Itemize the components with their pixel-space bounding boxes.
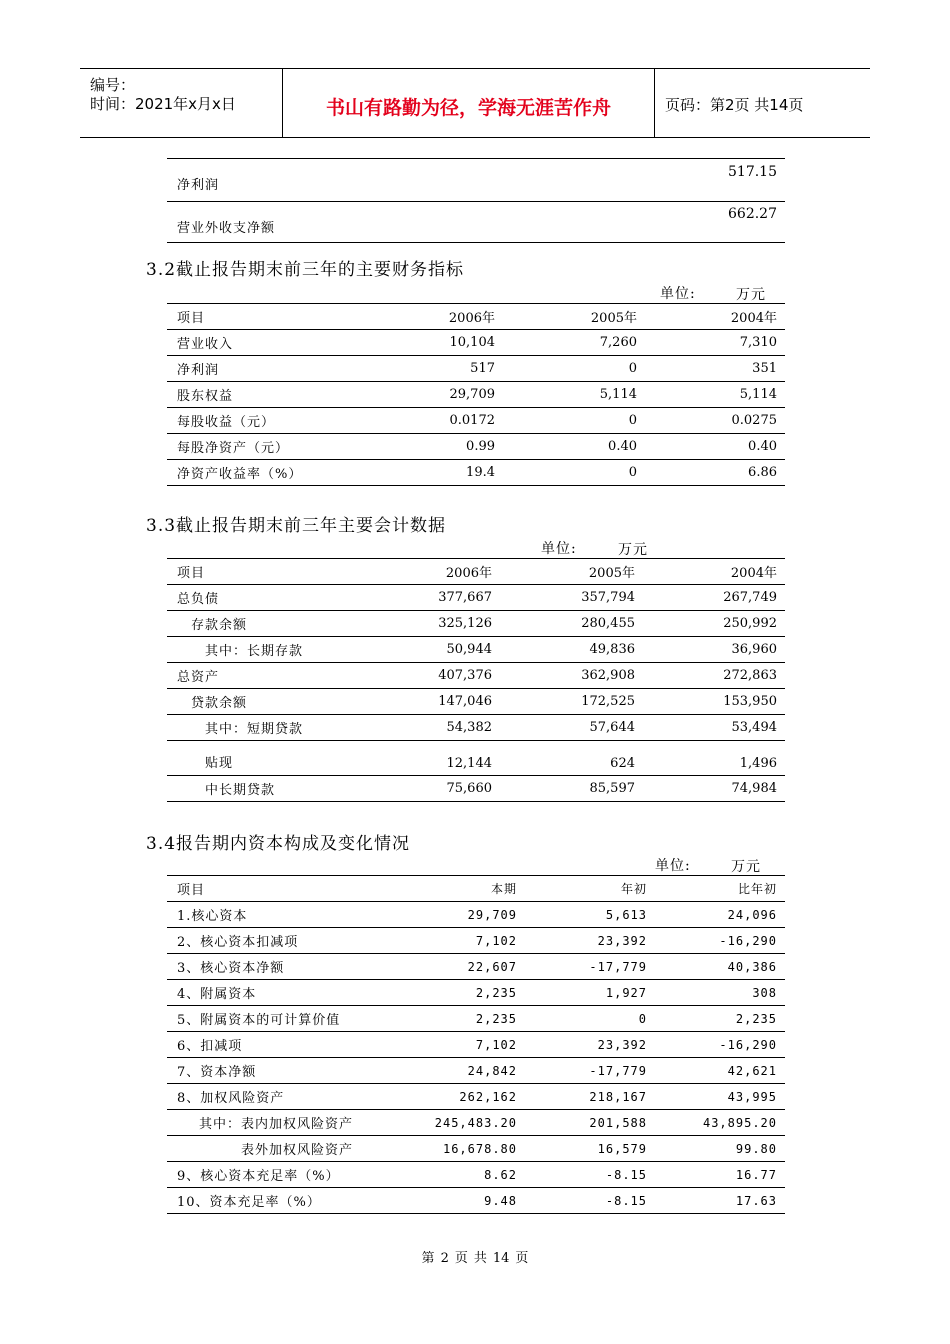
section-32-title: 3.2截止报告期末前三年的主要财务指标	[146, 260, 465, 280]
motto: 书山有路勤为径，学海无涯苦作舟	[325, 97, 611, 119]
section-33-unit-value: 万元	[618, 542, 648, 558]
table-row	[167, 776, 785, 802]
table-row	[167, 434, 785, 460]
row-label: 7、资本净额	[167, 1058, 377, 1084]
page-header	[80, 68, 870, 138]
row-value-1: 262,162	[377, 1084, 525, 1110]
table-row	[167, 330, 785, 356]
row-value-1: 517	[357, 356, 503, 382]
row-value-1: 8.62	[377, 1162, 525, 1188]
row-value-1: 7,102	[377, 928, 525, 954]
row-label: 每股收益（元）	[167, 408, 357, 434]
table-header-row	[167, 304, 785, 330]
section-33-unit-label: 单位:	[541, 541, 577, 557]
page-footer	[0, 1247, 950, 1266]
row-value-3: -16,290	[655, 928, 785, 954]
row-value-3: 42,621	[655, 1058, 785, 1084]
table-row	[167, 1136, 785, 1162]
date-label: 时间：2021年x月x日	[90, 95, 236, 113]
row-value-2: -17,779	[525, 954, 655, 980]
column-header-3: 2004年	[643, 559, 785, 585]
table-row	[167, 689, 785, 715]
table-row	[167, 356, 785, 382]
table-33	[167, 558, 785, 802]
row-value-1: 29,709	[377, 902, 525, 928]
column-header-1: 本期	[377, 876, 525, 902]
row-label: 4、附属资本	[167, 980, 377, 1006]
row-label: 净利润	[167, 356, 357, 382]
row-label: 营业收入	[167, 330, 357, 356]
row-label: 其中：表内加权风险资产	[167, 1110, 377, 1136]
row-value-2: 57,644	[500, 715, 643, 741]
section-32-unit-value: 万元	[736, 287, 766, 303]
column-header-3: 比年初	[655, 876, 785, 902]
column-header-2: 年初	[525, 876, 655, 902]
table-row	[167, 585, 785, 611]
row-label: 净资产收益率（%）	[167, 460, 357, 486]
row-value-1: 147,046	[357, 689, 500, 715]
row-value-3: 250,992	[643, 611, 785, 637]
header-page-cell	[655, 69, 870, 137]
row-value-1: 2,235	[377, 1006, 525, 1032]
row-value-1: 75,660	[357, 776, 500, 802]
row-value-1: 50,944	[357, 637, 500, 663]
row-value-1: 24,842	[377, 1058, 525, 1084]
table-row	[167, 902, 785, 928]
table-row	[167, 611, 785, 637]
table-row	[167, 382, 785, 408]
column-header-2: 2005年	[503, 304, 645, 330]
row-label: 贷款余额	[167, 689, 357, 715]
row-value-2: -8.15	[525, 1162, 655, 1188]
table-row	[167, 1084, 785, 1110]
column-header-1: 2006年	[357, 304, 503, 330]
row-label: 6、扣减项	[167, 1032, 377, 1058]
section-34-unit-label: 单位:	[655, 858, 691, 874]
table-row	[167, 980, 785, 1006]
row-label: 10、资本充足率（%）	[167, 1188, 377, 1214]
row-label: 8、加权风险资产	[167, 1084, 377, 1110]
table-row	[167, 741, 785, 776]
row-label: 1.核心资本	[167, 902, 377, 928]
row-value-1: 16,678.80	[377, 1136, 525, 1162]
row-value-2: 362,908	[500, 663, 643, 689]
table-row	[167, 408, 785, 434]
table-34	[167, 875, 785, 1214]
row-value-2: 23,392	[525, 928, 655, 954]
row-label: 净利润	[167, 159, 607, 202]
row-value-3: 53,494	[643, 715, 785, 741]
row-value-2: 0	[525, 1006, 655, 1032]
table-row	[167, 663, 785, 689]
row-value-3: 153,950	[643, 689, 785, 715]
row-value-3: 43,895.20	[655, 1110, 785, 1136]
table-row	[167, 1110, 785, 1136]
row-label: 5、附属资本的可计算价值	[167, 1006, 377, 1032]
row-value-1: 245,483.20	[377, 1110, 525, 1136]
row-value-2: 357,794	[500, 585, 643, 611]
row-value-2: 5,613	[525, 902, 655, 928]
row-value-2: 201,588	[525, 1110, 655, 1136]
footer-word: 共	[473, 1251, 487, 1266]
table-row	[167, 159, 785, 202]
row-value-2: -8.15	[525, 1188, 655, 1214]
row-value-1: 2,235	[377, 980, 525, 1006]
row-value-3: 40,386	[655, 954, 785, 980]
page-label: 页码：第2页 共14页	[665, 96, 804, 114]
row-value-2: 280,455	[500, 611, 643, 637]
row-value-3: 0.0275	[645, 408, 785, 434]
row-value-2: 624	[500, 741, 643, 776]
column-header-2: 2005年	[500, 559, 643, 585]
row-value-3: 6.86	[645, 460, 785, 486]
section-34-title: 3.4报告期内资本构成及变化情况	[146, 834, 411, 854]
row-value-2: 0	[503, 408, 645, 434]
row-value-2: 7,260	[503, 330, 645, 356]
row-value-3: 74,984	[643, 776, 785, 802]
row-value-3: 2,235	[655, 1006, 785, 1032]
footer-page-number: 2	[440, 1251, 449, 1266]
row-value: 517.15	[607, 159, 785, 202]
column-header-item: 项目	[167, 304, 357, 330]
row-label: 股东权益	[167, 382, 357, 408]
row-value-3: 308	[655, 980, 785, 1006]
table-row	[167, 1032, 785, 1058]
row-label: 2、核心资本扣减项	[167, 928, 377, 954]
row-label: 贴现	[167, 741, 357, 776]
row-label: 3、核心资本净额	[167, 954, 377, 980]
row-value-3: 17.63	[655, 1188, 785, 1214]
row-value-1: 10,104	[357, 330, 503, 356]
row-value-3: 43,995	[655, 1084, 785, 1110]
row-value-2: -17,779	[525, 1058, 655, 1084]
table-row	[167, 715, 785, 741]
table-row	[167, 1006, 785, 1032]
header-meta-cell	[80, 69, 283, 137]
table-row	[167, 1188, 785, 1214]
row-value: 662.27	[607, 202, 785, 243]
row-label: 存款余额	[167, 611, 357, 637]
row-label: 总负债	[167, 585, 357, 611]
section-34-unit-value: 万元	[731, 859, 761, 875]
row-value-3: 5,114	[645, 382, 785, 408]
row-value-3: 351	[645, 356, 785, 382]
row-value-2: 16,579	[525, 1136, 655, 1162]
row-value-2: 0	[503, 460, 645, 486]
row-value-3: 99.80	[655, 1136, 785, 1162]
row-label: 其中：短期贷款	[167, 715, 357, 741]
row-value-1: 377,667	[357, 585, 500, 611]
table-32	[167, 303, 785, 486]
column-header-item: 项目	[167, 876, 377, 902]
row-label: 表外加权风险资产	[167, 1136, 377, 1162]
footer-word: 页	[454, 1251, 468, 1266]
column-header-3: 2004年	[645, 304, 785, 330]
row-value-3: 272,863	[643, 663, 785, 689]
row-value-1: 29,709	[357, 382, 503, 408]
row-value-3: 0.40	[645, 434, 785, 460]
footer-total-pages: 14	[492, 1251, 510, 1266]
table-row	[167, 1058, 785, 1084]
row-label: 营业外收支净额	[167, 202, 607, 243]
table-header-row	[167, 876, 785, 902]
table-row	[167, 928, 785, 954]
row-value-3: 36,960	[643, 637, 785, 663]
row-value-2: 23,392	[525, 1032, 655, 1058]
row-value-3: 1,496	[643, 741, 785, 776]
row-value-1: 22,607	[377, 954, 525, 980]
table-row	[167, 202, 785, 243]
table-row	[167, 1162, 785, 1188]
row-value-1: 12,144	[357, 741, 500, 776]
row-value-2: 0	[503, 356, 645, 382]
row-label: 每股净资产（元）	[167, 434, 357, 460]
row-value-2: 0.40	[503, 434, 645, 460]
row-value-2: 5,114	[503, 382, 645, 408]
row-label: 总资产	[167, 663, 357, 689]
top-table	[167, 158, 785, 243]
table-row	[167, 954, 785, 980]
code-label: 编号：	[90, 76, 136, 94]
row-value-1: 7,102	[377, 1032, 525, 1058]
footer-word: 第	[421, 1251, 435, 1266]
row-value-1: 9.48	[377, 1188, 525, 1214]
row-value-2: 1,927	[525, 980, 655, 1006]
row-value-1: 19.4	[357, 460, 503, 486]
row-value-1: 0.0172	[357, 408, 503, 434]
section-33-title: 3.3截止报告期末前三年主要会计数据	[146, 516, 447, 536]
row-label: 9、核心资本充足率（%）	[167, 1162, 377, 1188]
row-value-3: 24,096	[655, 902, 785, 928]
row-label: 其中：长期存款	[167, 637, 357, 663]
row-value-2: 218,167	[525, 1084, 655, 1110]
header-motto-cell	[283, 69, 655, 137]
row-value-3: 16.77	[655, 1162, 785, 1188]
column-header-1: 2006年	[357, 559, 500, 585]
row-value-2: 85,597	[500, 776, 643, 802]
table-row	[167, 460, 785, 486]
table-header-row	[167, 559, 785, 585]
footer-word: 页	[515, 1251, 529, 1266]
row-value-3: 267,749	[643, 585, 785, 611]
row-value-1: 407,376	[357, 663, 500, 689]
row-value-1: 325,126	[357, 611, 500, 637]
row-value-1: 0.99	[357, 434, 503, 460]
section-32-unit-label: 单位:	[660, 286, 696, 302]
column-header-item: 项目	[167, 559, 357, 585]
row-label: 中长期贷款	[167, 776, 357, 802]
row-value-2: 49,836	[500, 637, 643, 663]
row-value-2: 172,525	[500, 689, 643, 715]
row-value-3: -16,290	[655, 1032, 785, 1058]
table-row	[167, 637, 785, 663]
row-value-1: 54,382	[357, 715, 500, 741]
row-value-3: 7,310	[645, 330, 785, 356]
